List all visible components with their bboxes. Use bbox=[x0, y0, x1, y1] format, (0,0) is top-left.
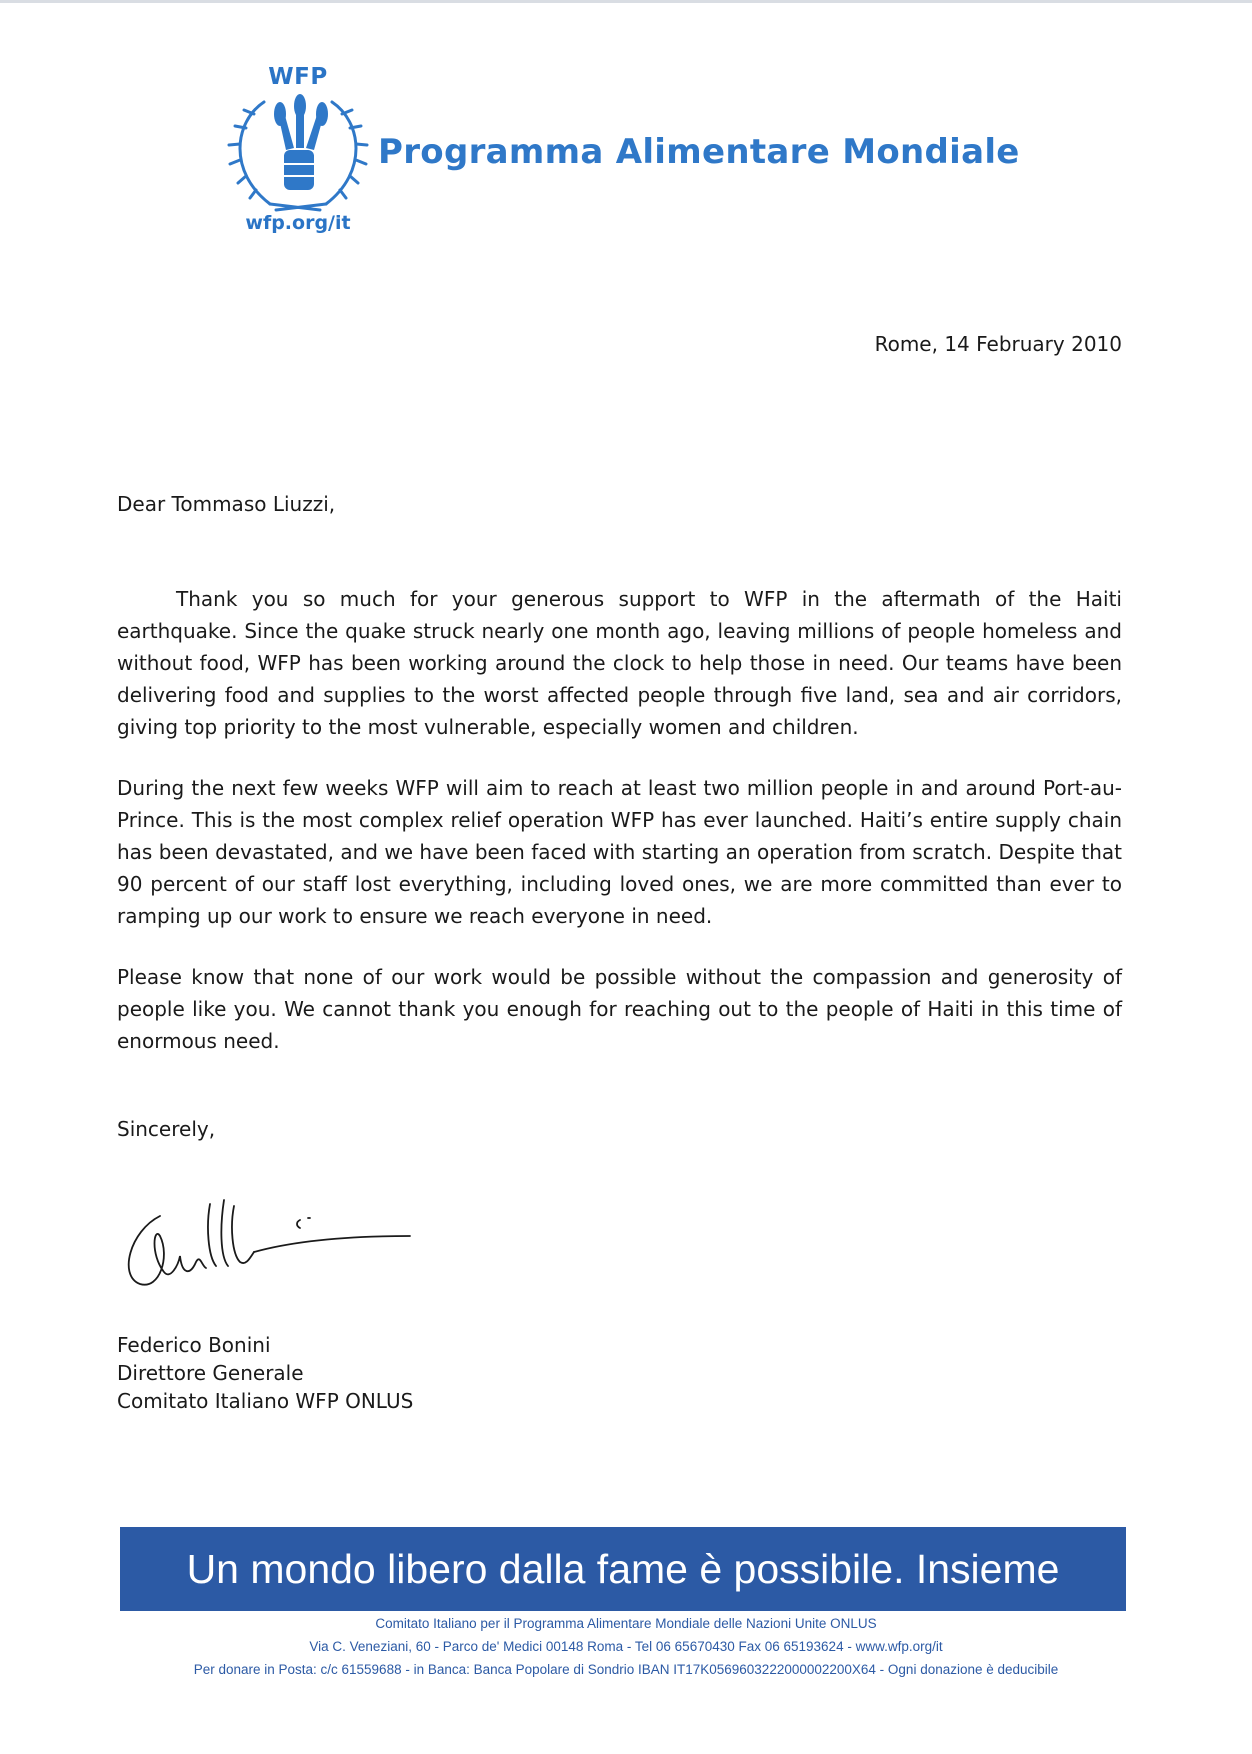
scan-edge bbox=[0, 0, 1252, 3]
wfp-emblem-icon bbox=[224, 92, 372, 216]
organization-name: Programma Alimentare Mondiale bbox=[378, 132, 1020, 172]
footer-line: Via C. Veneziani, 60 - Parco de' Medici 00148 Roma - Tel 06 65670430 Fax 06 65193624 - www.wfp.org/it bbox=[309, 1639, 943, 1654]
signature bbox=[120, 1196, 420, 1296]
paragraph: Please know that none of our work would be possible without the compassion and generosity of people like you. We cannot thank you enough for reaching out to the people of Haiti in this time of enormous need. bbox=[117, 965, 1122, 1053]
paragraph: Thank you so much for your generous support to WFP in the aftermath of the Haiti earthquake. Since the quake struck nearly one month ago, leaving millions of people homeless and without food, WFP has been working around the clock to help those in need. Our teams have been delivering food and supplies to the worst affected people through five land, sea and air corridors, giving top priority to the most vulnerable, especially women and children. bbox=[117, 587, 1122, 739]
closing: Sincerely, bbox=[117, 1117, 216, 1141]
letter-date: Rome, 14 February 2010 bbox=[874, 332, 1122, 356]
signer-title: Direttore Generale bbox=[117, 1361, 304, 1385]
letter-body bbox=[117, 583, 1122, 1086]
signer-organization: Comitato Italiano WFP ONLUS bbox=[117, 1389, 414, 1413]
slogan-bar: Un mondo libero dalla fame è possibile. Insieme bbox=[120, 1527, 1126, 1611]
footer-info bbox=[80, 1612, 1172, 1681]
salutation: Dear Tommaso Liuzzi, bbox=[117, 492, 336, 516]
logo-wordmark: WFP bbox=[268, 64, 328, 90]
logo-url: wfp.org/it bbox=[245, 212, 351, 234]
footer-line: Per donare in Posta: c/c 61559688 - in Banca: Banca Popolare di Sondrio IBAN IT17K0569603222000002200X64 - Ogni donazione è deducibile bbox=[193, 1662, 1059, 1677]
paragraph: During the next few weeks WFP will aim to reach at least two million people in and around Port-au-Prince. This is the most complex relief operation WFP has ever launched. Haiti’s entire supply chain has been devastated, and we have been faced with starting an operation from scratch. Despite that 90 percent of our staff lost everything, including loved ones, we are more committed than ever to ramping up our work to ensure we reach everyone in need. bbox=[117, 776, 1122, 928]
signer-block bbox=[117, 1331, 413, 1415]
footer-line: Comitato Italiano per il Programma Alimentare Mondiale delle Nazioni Unite ONLUS bbox=[375, 1616, 877, 1631]
signer-name: Federico Bonini bbox=[117, 1333, 271, 1357]
